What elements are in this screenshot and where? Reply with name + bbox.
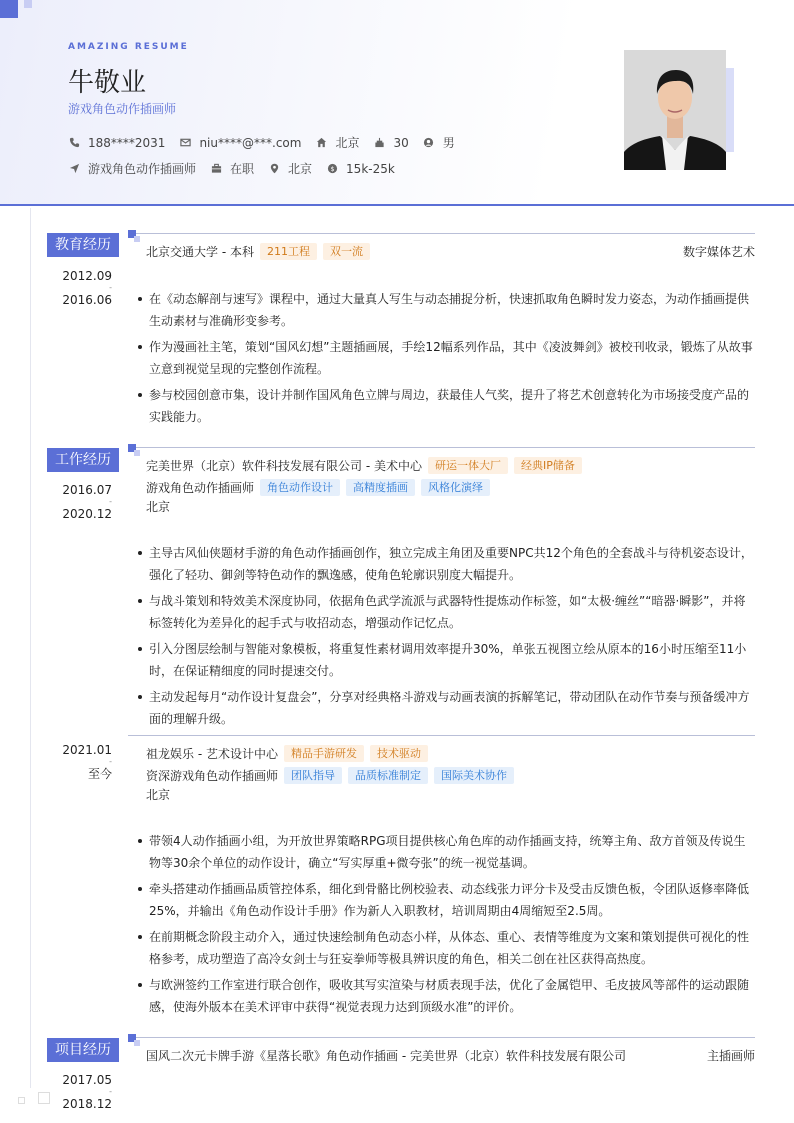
company-name: 祖龙娱乐 - 艺术设计中心 bbox=[146, 747, 278, 761]
corner-square-small bbox=[24, 0, 32, 8]
education-school-line bbox=[146, 243, 370, 260]
job-dates bbox=[40, 742, 112, 782]
list-item: 带领4人动作插画小组，为开放世界策略RPG项目提供核心角色库的动作插画支持，统筹主角、敌方首领及传说生物等30余个单位的动作设计，确立“写实厚重+微夸张”的统一视觉基调。 bbox=[138, 830, 755, 874]
list-item: 参与校园创意市集，设计并制作国风角色立牌与周边，获最佳人气奖，提升了将艺术创意转化为市场接受度产品的实践能力。 bbox=[138, 384, 755, 428]
role-tag: 团队指导 bbox=[284, 767, 342, 784]
company-line bbox=[146, 457, 582, 474]
profile-photo bbox=[624, 50, 726, 170]
job-city: 北京 bbox=[146, 500, 171, 514]
date-end: 至今 bbox=[87, 767, 112, 781]
date-end: 2016.06 bbox=[62, 293, 112, 307]
project-dates bbox=[40, 1072, 112, 1112]
company-tag: 经典IP储备 bbox=[514, 457, 582, 474]
date-start: 2017.05 bbox=[62, 1073, 112, 1087]
intent-city-item bbox=[268, 160, 312, 177]
date-dash: - bbox=[109, 283, 112, 292]
job-intent-row bbox=[68, 160, 409, 177]
date-dash: - bbox=[109, 1087, 112, 1096]
timeline-line bbox=[30, 208, 31, 1088]
work-section-title: 工作经历 bbox=[47, 448, 119, 472]
email-item bbox=[179, 136, 301, 150]
age-item bbox=[373, 136, 408, 150]
candidate-name: 牛敬业 bbox=[68, 68, 147, 98]
salary-text: 15k-25k bbox=[346, 161, 395, 176]
resume-header bbox=[0, 0, 794, 206]
mail-icon bbox=[179, 137, 191, 149]
salary-item bbox=[326, 162, 395, 176]
job-bullets bbox=[138, 542, 755, 734]
job-city: 北京 bbox=[146, 788, 171, 802]
role-tag: 风格化演绎 bbox=[421, 479, 490, 496]
section-marker-small bbox=[134, 1040, 140, 1046]
role-tag: 高精度插画 bbox=[346, 479, 415, 496]
list-item: 在前期概念阶段主动介入，通过快速绘制角色动态小样，从体态、重心、表情等维度为文案和策划提供可视化的性格参考，成功塑造了高冷女剑士与狂妄拳师等极具辨识度的角色，相关二创在社区获得高热度。 bbox=[138, 926, 755, 970]
role-tag: 品质标准制定 bbox=[348, 767, 428, 784]
gender-icon bbox=[423, 137, 435, 149]
send-icon bbox=[68, 163, 80, 175]
date-end: 2018.12 bbox=[62, 1097, 112, 1111]
job-title: 游戏角色动作插画师 bbox=[68, 102, 177, 116]
home-icon bbox=[315, 137, 327, 149]
company-tag: 研运一体大厂 bbox=[428, 457, 508, 474]
footer-square bbox=[38, 1092, 50, 1104]
home-city-text: 北京 bbox=[335, 136, 360, 150]
brand-label: AMAZING RESUME bbox=[68, 42, 189, 52]
company-tag: 技术驱动 bbox=[370, 745, 428, 762]
list-item: 引入分图层绘制与智能对象模板，将重复性素材调用效率提升30%，单张五视图立绘从原本的16小时压缩至11小时，在保证精细度的同时提速交付。 bbox=[138, 638, 755, 682]
role-tag: 角色动作设计 bbox=[260, 479, 340, 496]
list-item: 主导古风仙侠题材手游的角色动作插画创作，独立完成主角团及重要NPC共12个角色的全套战斗与待机姿态设计，强化了轻功、御剑等特色动作的飘逸感，使角色轮廓识别度大幅提升。 bbox=[138, 542, 755, 586]
role-line bbox=[146, 767, 514, 784]
job-dates bbox=[40, 482, 112, 522]
list-item: 主动发起每月“动作设计复盘会”，分享对经典格斗游戏与动画表演的拆解笔记，带动团队在动作节奏与预备缓冲方面的理解升级。 bbox=[138, 686, 755, 730]
job-bullets bbox=[138, 830, 755, 1022]
education-section-title: 教育经历 bbox=[47, 233, 119, 257]
section-marker-small bbox=[134, 236, 140, 242]
briefcase-icon bbox=[210, 163, 222, 175]
corner-square bbox=[0, 0, 18, 18]
role-name: 资深游戏角色动作插画师 bbox=[146, 769, 279, 783]
contact-row bbox=[68, 134, 469, 151]
role-name: 游戏角色动作插画师 bbox=[146, 481, 255, 495]
section-rule bbox=[128, 447, 755, 448]
phone-icon bbox=[68, 137, 80, 149]
company-line bbox=[146, 745, 428, 762]
intent-role-text: 游戏角色动作插画师 bbox=[88, 162, 197, 176]
status-text: 在职 bbox=[230, 162, 255, 176]
home-item bbox=[315, 134, 359, 151]
education-dates bbox=[40, 268, 112, 308]
list-item: 在《动态解剖与速写》课程中，通过大量真人写生与动态捕捉分析，快速抓取角色瞬时发力姿态，为动作插画提供生动素材与准确形变参考。 bbox=[138, 288, 755, 332]
gender-text: 男 bbox=[442, 136, 455, 150]
gender-item bbox=[423, 134, 455, 151]
section-rule bbox=[128, 233, 755, 234]
date-start: 2021.01 bbox=[62, 743, 112, 757]
role-tag: 国际美术协作 bbox=[434, 767, 514, 784]
project-section-title: 项目经历 bbox=[47, 1038, 119, 1062]
list-item: 与欧洲签约工作室进行联合创作，吸收其写实渲染与材质表现手法，优化了金属铠甲、毛皮披风等部件的运动跟随感，使海外版本在美术评审中获得“视觉表现力达到顶级水准”的评价。 bbox=[138, 974, 755, 1018]
project-name: 国风二次元卡牌手游《星落长歌》角色动作插画 - 完美世界（北京）软件科技发展有限公司 bbox=[146, 1049, 626, 1063]
status-item bbox=[210, 160, 254, 177]
section-rule bbox=[128, 1037, 755, 1038]
date-dash: - bbox=[109, 497, 112, 506]
company-name: 完美世界（北京）软件科技发展有限公司 - 美术中心 bbox=[146, 459, 422, 473]
section-marker-small bbox=[134, 450, 140, 456]
age-text: 30 bbox=[393, 135, 409, 150]
svg-text:$: $ bbox=[330, 164, 335, 173]
cake-icon bbox=[373, 137, 385, 149]
date-end: 2020.12 bbox=[62, 507, 112, 521]
location-icon bbox=[268, 163, 280, 175]
intent-role-item bbox=[68, 160, 196, 177]
intent-city-text: 北京 bbox=[288, 162, 313, 176]
date-start: 2016.07 bbox=[62, 483, 112, 497]
education-bullets bbox=[138, 288, 755, 432]
list-item: 作为漫画社主笔，策划“国风幻想”主题插画展，手绘12幅系列作品，其中《凌波舞剑》被校刊收录，锻炼了从故事立意到视觉呈现的完整创作流程。 bbox=[138, 336, 755, 380]
school-name: 北京交通大学 - 本科 bbox=[146, 245, 254, 259]
company-tag: 精品手游研发 bbox=[284, 745, 364, 762]
phone-text: 188****2031 bbox=[88, 135, 166, 150]
school-tag: 双一流 bbox=[323, 243, 370, 260]
date-start: 2012.09 bbox=[62, 269, 112, 283]
money-icon bbox=[326, 163, 338, 175]
phone-item bbox=[68, 136, 165, 150]
major: 数字媒体艺术 bbox=[682, 245, 755, 259]
list-item: 与战斗策划和特效美术深度协同，依据角色武学流派与武器特性提炼动作标签，如“太极·缠丝”“暗器·瞬影”，并将标签转化为差异化的起手式与收招动态，增强动作记忆点。 bbox=[138, 590, 755, 634]
date-dash: - bbox=[109, 757, 112, 766]
role-line bbox=[146, 479, 490, 496]
footer-square bbox=[18, 1097, 25, 1104]
project-role: 主插画师 bbox=[706, 1049, 755, 1063]
email-text: niu****@***.com bbox=[199, 135, 302, 150]
school-tag: 211工程 bbox=[260, 243, 317, 260]
list-item: 牵头搭建动作插画品质管控体系，细化到骨骼比例校验表、动态线张力评分卡及受击反馈色板，令团队返修率降低25%，并输出《角色动作设计手册》作为新人入职教材，培训周期由4周缩短至2.5周。 bbox=[138, 878, 755, 922]
job-divider bbox=[128, 735, 755, 736]
